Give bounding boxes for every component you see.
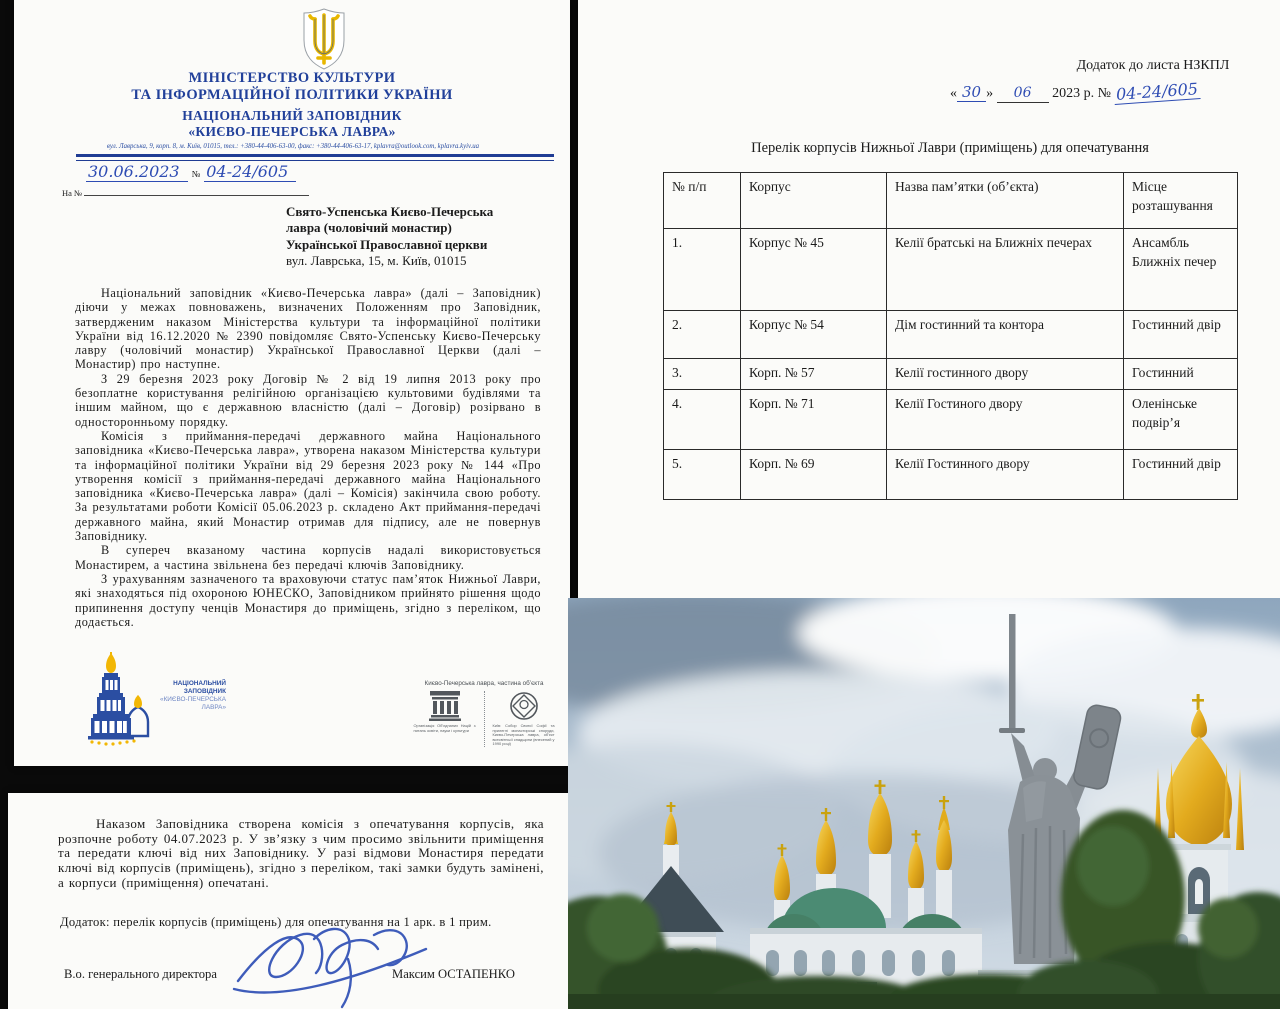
cell-building: Корпус № 54	[741, 311, 887, 359]
recipient-line: Української Православної церкви	[286, 236, 488, 252]
lavra-motherland-photo	[568, 598, 1280, 1009]
unesco-caption: Києво-Печерська лавра, частина об’єкта	[424, 680, 544, 687]
cell-building: Корп. № 57	[741, 359, 887, 390]
quote-open: «	[950, 86, 957, 101]
cell-monument: Келії Гостиного двору	[887, 390, 1124, 450]
logo-caption	[146, 680, 226, 712]
paragraph-3: Комісія з приймання-передачі державного майна Національного заповідника «Києво-Печерська лавра», утворена наказом Міністерства культури та інформаційної політики України від 29 березня 2023 року № 144 «Про утворення комісії з приймання-передачі державного майна Національного заповідника «Києво-Печерська лавра» (далі – Комісія) закінчила свою роботу. За результатами роботи Комісії 05.06.2023 р. складено Акт приймання-передачі державного майна, який Монастир отримав для підпису, але не повернув Заповіднику.	[75, 428, 541, 544]
handwritten-signature	[230, 919, 440, 1009]
world-heritage-emblem-icon	[509, 691, 539, 721]
logo-caption-line: ЛАВРА»	[201, 704, 226, 711]
paragraph-1: Національний заповідник «Києво-Печерська лавра» (далі – Заповідник) діючи у межах повноважень, визначених Положенням про Заповідник, затвердженим наказом Міністерства культури та інформаційної політики України від 16.12.2020 № 2390 повідомляє Свято-Успенську Києво-Печерську лавру (чоловічий монастир) Української Православної Церкви (далі – Монастир) про наступне.	[75, 286, 541, 372]
reserve-line-2: «КИЄВО-ПЕЧЕРСЬКА ЛАВРА»	[188, 124, 396, 139]
ukraine-trident-emblem	[302, 8, 346, 70]
table-row	[664, 390, 1238, 450]
letter-page-1	[14, 0, 570, 766]
handwritten-date: 30.06.2023	[86, 162, 188, 182]
letterhead-rule	[76, 154, 554, 161]
unesco-temple-icon	[427, 691, 463, 721]
ministry-line-2: ТА ІНФОРМАЦІЙНОЇ ПОЛІТИКИ УКРАЇНИ	[131, 87, 453, 103]
paragraph-5: З урахуванням зазначеного та враховуючи статус пам’яток Нижньої Лаври, які знаходяться під охороною ЮНЕСКО, Заповідником прийнято рішення щодо припинення доступу ченців Монастиря до приміщень, згідно з переліком, що додається.	[75, 571, 541, 629]
cell-index: 1.	[664, 229, 741, 311]
signer-title: В.о. генерального директора	[64, 967, 217, 981]
cell-location: Гостинний	[1124, 359, 1238, 390]
cell-monument: Дім гостинний та контора	[887, 311, 1124, 359]
logo-caption-line: ЗАПОВІДНИК	[183, 688, 226, 695]
cell-monument: Келії Гостинного двору	[887, 450, 1124, 500]
cell-location: Оленінське подвір’я	[1124, 390, 1238, 450]
letter-page-2	[8, 793, 570, 1009]
unesco-block	[402, 680, 566, 747]
reply-to-blank	[84, 186, 309, 196]
cell-index: 2.	[664, 311, 741, 359]
cell-index: 5.	[664, 450, 741, 500]
cell-monument: Келії братські на Ближніх печерах	[887, 229, 1124, 311]
appendix-year: 2023 р. №	[1052, 86, 1111, 101]
reply-to-label: На №	[62, 188, 83, 198]
letter-body-continued	[58, 817, 544, 891]
unesco-left-text: Організація Об’єднаних Націй з питань освіти, науки і культури	[413, 723, 476, 733]
handwritten-day: 30	[957, 83, 986, 102]
cell-location: Гостинний двір	[1124, 450, 1238, 500]
letterhead-address: вул. Лаврська, 9, корп. 8, м. Київ, 01015, тел.: +380-44-406-63-00, факс: +380-44-406-63-17, kplavra@outlook.com, kplavra.kyiv.ua	[106, 143, 480, 150]
col-header-location: Місце розташування	[1124, 173, 1238, 229]
handwritten-letter-number: 04-24/605	[1114, 79, 1201, 105]
appendix-header: Додаток до листа НЗКПЛ	[1076, 58, 1230, 73]
paragraph-2: З 29 березня 2023 року Договір № 2 від 19 липня 2013 року про безоплатне користування релігійною організацією культовими будівлями та іншим майном, що є державною власністю (далі – Договір) розірвано в односторонньому порядку.	[75, 371, 541, 429]
cell-building: Корп. № 69	[741, 450, 887, 500]
ministry-title	[42, 70, 542, 104]
cell-building: Корпус № 45	[741, 229, 887, 311]
letter-body	[75, 286, 541, 629]
col-header-monument: Назва пам’ятки (об’єкта)	[887, 173, 1124, 229]
unesco-right-text: Київ: Собор Святої Софії та прилеглі монастирські споруди, Києво-Печерська лавра, об’єкт всесвітньої спадщини (внесений у 1990 році)	[492, 723, 555, 747]
quote-close: »	[986, 86, 994, 101]
table-row	[664, 359, 1238, 390]
ministry-line-1: МІНІСТЕРСТВО КУЛЬТУРИ	[188, 70, 396, 86]
photo-illustration	[568, 598, 1280, 1009]
reserve-title	[42, 108, 542, 140]
cell-monument: Келії гостинного двору	[887, 359, 1124, 390]
unesco-separator	[484, 691, 485, 747]
cell-index: 3.	[664, 359, 741, 390]
signer-name: Максим ОСТАПЕНКО	[392, 967, 515, 981]
table-row	[664, 229, 1238, 311]
cell-location: Ансамбль Ближніх печер	[1124, 229, 1238, 311]
cell-index: 4.	[664, 390, 741, 450]
reserve-line-1: НАЦІОНАЛЬНИЙ ЗАПОВІДНИК	[182, 108, 402, 123]
attachment-line: Додаток: перелік корпусів (приміщень) для опечатування на 1 арк. в 1 прим.	[60, 915, 492, 929]
logo-caption-line: НАЦІОНАЛЬНИЙ	[173, 680, 226, 687]
recipient-block	[286, 204, 542, 270]
reply-to-line	[62, 186, 309, 198]
table-header-row	[664, 173, 1238, 229]
handwritten-number: 04-24/605	[204, 162, 296, 182]
recipient-line: лавра (чоловічий монастир)	[286, 220, 452, 236]
logo-caption-line: «КИЄВО-ПЕЧЕРСЬКА	[160, 696, 226, 703]
col-header-index: № п/п	[664, 173, 741, 229]
outgoing-number-line	[86, 162, 386, 182]
table-row	[664, 311, 1238, 359]
col-header-building: Корпус	[741, 173, 887, 229]
paragraph-4: В супереч вказаному частина корпусів надалі використовується Монастирем, а частина звільнена без передачі ключів Заповіднику.	[75, 543, 541, 572]
appendix-date-line	[950, 79, 1270, 104]
recipient-line: Свято-Успенська Києво-Печерська	[286, 204, 494, 219]
sealing-table	[663, 172, 1238, 500]
paragraph-6: Наказом Заповідника створена комісія з опечатування корпусів, яка розпочне роботу 04.07.2023 р. У зв’язку з чим просимо звільнити приміщення та передати ключі від них Заповіднику. У разі відмови Монастиря передати ключі від корпусів (приміщень), згідно з переліком, такі замки будуть замінені, а корпуси (приміщення) опечатані.	[58, 816, 544, 890]
number-sign: №	[191, 169, 201, 179]
table-row	[664, 450, 1238, 500]
cell-location: Гостинний двір	[1124, 311, 1238, 359]
recipient-address: вул. Лаврська, 15, м. Київ, 01015	[286, 253, 467, 269]
cell-building: Корп. № 71	[741, 390, 887, 450]
appendix-title: Перелік корпусів Нижньої Лаври (приміщень) для опечатування	[751, 140, 1149, 156]
handwritten-month: 06	[1013, 85, 1032, 101]
appendix-page	[578, 0, 1280, 598]
lavra-belltower-logo	[80, 652, 150, 748]
